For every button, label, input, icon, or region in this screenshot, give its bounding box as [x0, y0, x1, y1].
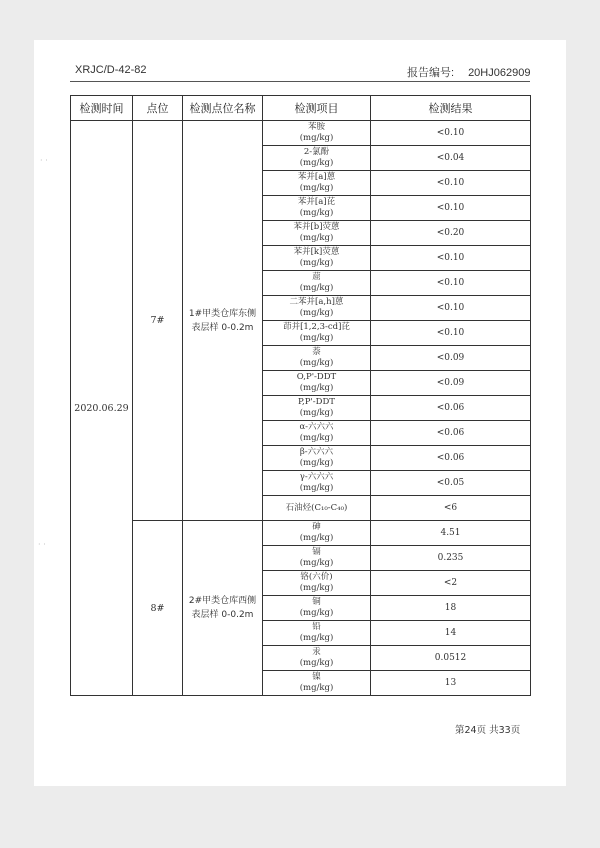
column-header: 检测结果: [371, 96, 531, 121]
test-item: [263, 646, 371, 671]
test-item: [263, 121, 371, 146]
test-result: <0.10: [371, 196, 531, 221]
page-number: 第24页 共33页: [455, 725, 521, 736]
test-item-unit: (mg/kg): [299, 458, 334, 468]
margin-speck: · ·: [38, 540, 46, 549]
test-result: <0.06: [371, 396, 531, 421]
test-result: <0.04: [371, 146, 531, 171]
test-item: [263, 496, 371, 521]
test-item-unit: (mg/kg): [299, 633, 334, 643]
test-item: [263, 621, 371, 646]
test-item-unit: (mg/kg): [299, 208, 334, 218]
test-item-unit: (mg/kg): [299, 258, 334, 268]
test-result: <0.05: [371, 471, 531, 496]
results-table: [70, 95, 531, 696]
test-result: 4.51: [371, 521, 531, 546]
test-item-name: 茚并[1,2,3-cd]芘: [283, 322, 350, 332]
test-item-name: 砷: [312, 522, 321, 532]
test-result: 18: [371, 596, 531, 621]
test-result: <0.09: [371, 371, 531, 396]
test-item-name: 铅: [312, 622, 321, 632]
test-item-name: 镍: [312, 672, 321, 682]
table-row: [71, 121, 531, 146]
test-item-name: P,P'-DDT: [298, 397, 335, 407]
location-line: 1#甲类仓库东侧: [188, 308, 257, 319]
location-line: 2#甲类仓库西侧: [188, 596, 257, 606]
test-item-name: 萘: [312, 347, 321, 357]
test-item-unit: (mg/kg): [299, 658, 334, 668]
header-rule: [70, 81, 530, 82]
document-code: XRJC/D-42-82: [75, 64, 147, 76]
test-result: <0.06: [371, 446, 531, 471]
sampling-point: 8#: [133, 521, 183, 696]
test-item: [263, 146, 371, 171]
test-item: [263, 596, 371, 621]
test-result: <2: [371, 571, 531, 596]
test-item-unit: (mg/kg): [299, 583, 334, 593]
test-item: [263, 546, 371, 571]
test-item-name: 铬(六价): [300, 572, 333, 582]
test-item: [263, 271, 371, 296]
test-item-unit: (mg/kg): [299, 483, 334, 493]
test-item-unit: (mg/kg): [299, 533, 334, 543]
test-item: [263, 296, 371, 321]
test-item: [263, 171, 371, 196]
test-item: [263, 421, 371, 446]
test-item: [263, 196, 371, 221]
test-result: 0.0512: [371, 646, 531, 671]
test-item-unit: (mg/kg): [299, 608, 334, 618]
test-item-name: β-六六六: [299, 447, 334, 457]
test-result: <0.10: [371, 246, 531, 271]
test-result: <0.10: [371, 321, 531, 346]
test-item-unit: (mg/kg): [299, 183, 334, 193]
test-item-unit: (mg/kg): [299, 233, 334, 243]
test-item-unit: (mg/kg): [299, 433, 334, 443]
test-result: <0.10: [371, 121, 531, 146]
test-item: [263, 671, 371, 696]
column-header: 检测时间: [71, 96, 133, 121]
location-line: 表层样 0-0.2m: [191, 322, 254, 333]
test-item-name: 二苯并[a,h]蒽: [289, 297, 344, 307]
test-item: [263, 396, 371, 421]
report-number-label: 报告编号:: [407, 67, 455, 79]
report-number: 20HJ062909: [468, 67, 531, 79]
test-item-name: 苯并[k]荧蒽: [293, 247, 340, 257]
test-item: [263, 246, 371, 271]
test-item: [263, 371, 371, 396]
test-item-name: 石油烃(C₁₀-C₄₀): [285, 502, 348, 513]
test-item-unit: (mg/kg): [299, 158, 334, 168]
test-item: [263, 571, 371, 596]
test-result: <6: [371, 496, 531, 521]
test-item-unit: (mg/kg): [299, 358, 334, 368]
test-item: [263, 346, 371, 371]
test-result: <0.10: [371, 296, 531, 321]
test-item-name: O,P'-DDT: [296, 372, 337, 382]
sampling-location: [183, 521, 263, 696]
test-item-unit: (mg/kg): [299, 558, 334, 568]
table-header-row: [71, 96, 531, 121]
test-result: <0.20: [371, 221, 531, 246]
table-row: [71, 521, 531, 546]
column-header: 检测点位名称: [183, 96, 263, 121]
test-item-unit: (mg/kg): [299, 383, 334, 393]
test-item-name: 苯并[b]荧蒽: [293, 222, 340, 232]
test-result: 14: [371, 621, 531, 646]
test-item-name: 铜: [312, 597, 321, 607]
test-item-name: 苯胺: [307, 122, 325, 132]
test-item-unit: (mg/kg): [299, 683, 334, 693]
test-result: <0.10: [371, 171, 531, 196]
test-item-unit: (mg/kg): [299, 283, 334, 293]
test-item-name: 苯并[a]芘: [297, 197, 336, 207]
test-item-name: 镉: [312, 547, 321, 557]
test-item-name: 2-氯酚: [303, 147, 330, 157]
test-item-name: 苯并[a]蒽: [297, 172, 336, 182]
test-item: [263, 471, 371, 496]
location-line: 表层样 0-0.2m: [191, 610, 254, 620]
test-result: <0.09: [371, 346, 531, 371]
sampling-point: 7#: [133, 121, 183, 521]
test-result: <0.10: [371, 271, 531, 296]
test-item: [263, 521, 371, 546]
test-item-name: α-六六六: [299, 422, 334, 432]
table-body: [71, 121, 531, 696]
test-item-unit: (mg/kg): [299, 333, 334, 343]
sampling-location: [183, 121, 263, 521]
column-header: 点位: [133, 96, 183, 121]
column-header: 检测项目: [263, 96, 371, 121]
test-result: <0.06: [371, 421, 531, 446]
test-item-unit: (mg/kg): [299, 308, 334, 318]
test-item-unit: (mg/kg): [299, 408, 334, 418]
test-item-name: 䓛: [312, 272, 321, 282]
test-item: [263, 321, 371, 346]
detection-date: 2020.06.29: [71, 121, 133, 696]
test-item: [263, 221, 371, 246]
test-result: 0.235: [371, 546, 531, 571]
test-item: [263, 446, 371, 471]
test-result: 13: [371, 671, 531, 696]
margin-speck: · ·: [40, 156, 48, 165]
test-item-unit: (mg/kg): [299, 133, 334, 143]
test-item-name: 汞: [312, 647, 321, 657]
report-number-block: [407, 64, 530, 80]
test-item-name: γ-六六六: [299, 472, 334, 482]
